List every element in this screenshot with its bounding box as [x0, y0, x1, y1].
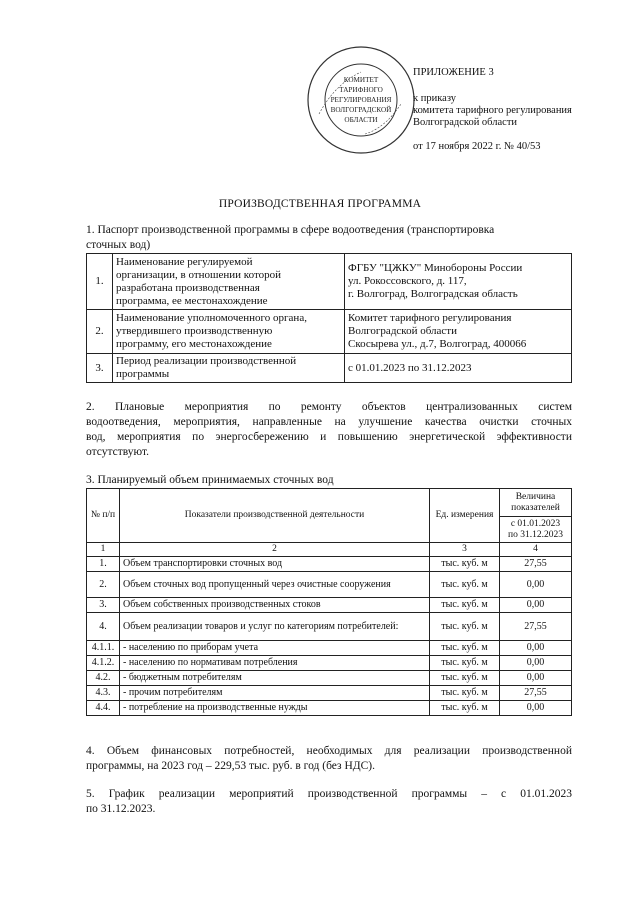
passport-label — [113, 354, 345, 383]
section-2-line: водоотведения, мероприятия, направленные на улучшение качества очистки сточных — [86, 416, 572, 428]
row-unit: тыс. куб. м — [430, 686, 500, 701]
table-col-numbers-row — [87, 543, 572, 557]
annex-line: к приказу — [413, 93, 456, 104]
row-value: 0,00 — [500, 701, 572, 716]
table-row — [87, 671, 572, 686]
label-line: программу, его местонахождение — [116, 338, 272, 350]
section-4-line: программы, на 2023 год – 229,53 тыс. руб. в год (без НДС). — [86, 760, 375, 772]
page-title: ПРОИЗВОДСТВЕННАЯ ПРОГРАММА — [218, 198, 422, 210]
label-line: разработана производственная — [116, 281, 260, 294]
header-value: Величина показателей — [500, 489, 572, 517]
value-line: ФГБУ "ЦЖКУ" Минобороны России — [348, 262, 523, 274]
table-row — [87, 598, 572, 613]
passport-label — [113, 254, 345, 310]
label-line: программы — [116, 368, 170, 380]
period-line: по 31.12.2023 — [508, 529, 563, 540]
row-value: 0,00 — [500, 671, 572, 686]
section-5-line: 5. График реализации мероприятий производственной программы – с 01.01.2023 — [86, 788, 572, 800]
annex-date: от 17 ноября 2022 г. № 40/53 — [413, 141, 541, 152]
section-4 — [86, 744, 572, 774]
row-value: 0,00 — [500, 598, 572, 613]
col-number: 1 — [87, 543, 120, 557]
header-indicator: Показатели производственной деятельности — [120, 489, 430, 543]
value-line: ул. Рокоссовского, д. 117, — [348, 275, 467, 287]
seal-line: ТАРИФНОГО — [339, 86, 383, 94]
value-line: Скосырева ул., д.7, Волгоград, 400066 — [348, 338, 527, 350]
passport-value — [345, 310, 572, 354]
section-3-heading: 3. Планируемый объем принимаемых сточных вод — [86, 474, 334, 486]
row-number: 4.4. — [87, 701, 120, 716]
row-indicator: - бюджетным потребителям — [120, 671, 430, 686]
row-indicator: - прочим потребителям — [120, 686, 430, 701]
seal-line: КОМИТЕТ — [343, 76, 379, 84]
row-value: 0,00 — [500, 572, 572, 598]
value-line: Комитет тарифного регулирования — [348, 312, 512, 324]
section-2 — [86, 400, 572, 460]
passport-value — [345, 354, 572, 383]
table-row — [87, 656, 572, 671]
table-row — [87, 310, 572, 354]
table-row — [87, 254, 572, 310]
passport-value — [345, 254, 572, 310]
header-period — [500, 517, 572, 543]
section-2-line: отсутствуют. — [86, 446, 150, 458]
row-number: 2. — [87, 572, 120, 598]
table-row — [87, 701, 572, 716]
label-line: утвердившего производственную — [116, 325, 273, 337]
section-1-line: сточных вод) — [86, 239, 151, 251]
col-number: 4 — [500, 543, 572, 557]
seal-line: ВОЛГОГРАДСКОЙ — [330, 106, 392, 114]
section-4-line: 4. Объем финансовых потребностей, необходимых для реализации производственной — [86, 745, 572, 757]
section-2-line: 2. Плановые мероприятия по ремонту объектов централизованных систем — [86, 401, 572, 413]
row-unit: тыс. куб. м — [430, 641, 500, 656]
passport-table — [86, 253, 572, 383]
row-value: 0,00 — [500, 656, 572, 671]
seal-line: РЕГУЛИРОВАНИЯ — [330, 96, 392, 104]
row-unit: тыс. куб. м — [430, 572, 500, 598]
label-line: организации, в отношении которой — [116, 268, 281, 281]
annex-title: ПРИЛОЖЕНИЕ 3 — [413, 67, 494, 78]
section-5 — [86, 787, 572, 817]
section-2-line: вод, мероприятия по энергосбережению и повышению энергетической эффективности — [86, 431, 572, 443]
row-indicator: - потребление на производственные нужды — [120, 701, 430, 716]
table-row — [87, 572, 572, 598]
annex-line: Волгоградской области — [413, 117, 518, 128]
period-line: с 01.01.2023 — [510, 518, 561, 529]
row-number: 4. — [87, 613, 120, 641]
header-num: № п/п — [87, 489, 120, 543]
table-row — [87, 613, 572, 641]
section-5-line: по 31.12.2023. — [86, 803, 156, 815]
table-row — [87, 557, 572, 572]
volume-table — [86, 488, 572, 716]
value-line: г. Волгоград, Волгоградская область — [348, 288, 518, 300]
row-indicator: Объем реализации товаров и услуг по категориям потребителей: — [120, 613, 430, 641]
annex-line: комитета тарифного регулирования — [413, 105, 572, 116]
header-unit: Ед. измерения — [430, 489, 500, 543]
row-number: 4.1.1. — [87, 641, 120, 656]
value-line: Волгоградской области — [348, 325, 457, 337]
row-indicator: - населению по нормативам потребления — [120, 656, 430, 671]
row-value: 0,00 — [500, 641, 572, 656]
row-unit: тыс. куб. м — [430, 613, 500, 641]
row-number: 3. — [87, 598, 120, 613]
row-value: 27,55 — [500, 557, 572, 572]
row-unit: тыс. куб. м — [430, 557, 500, 572]
row-unit: тыс. куб. м — [430, 671, 500, 686]
row-number: 4.1.2. — [87, 656, 120, 671]
section-1-line: 1. Паспорт производственной программы в сфере водоотведения (транспортировка — [86, 224, 495, 236]
table-header-row — [87, 489, 572, 517]
col-number: 3 — [430, 543, 500, 557]
passport-label — [113, 310, 345, 354]
label-line: Период реализации производственной — [116, 355, 297, 367]
row-unit: тыс. куб. м — [430, 656, 500, 671]
row-indicator: Объем транспортировки сточных вод — [120, 557, 430, 572]
section-1 — [86, 223, 572, 253]
row-number: 3. — [87, 354, 113, 383]
row-indicator: Объем сточных вод пропущенный через очистные сооружения — [120, 572, 430, 598]
table-row — [87, 354, 572, 383]
label-line: Наименование уполномоченного органа, — [116, 312, 307, 324]
table-row — [87, 686, 572, 701]
row-number: 4.3. — [87, 686, 120, 701]
row-number: 2. — [87, 310, 113, 354]
row-value: 27,55 — [500, 613, 572, 641]
row-number: 1. — [87, 254, 113, 310]
col-number: 2 — [120, 543, 430, 557]
row-unit: тыс. куб. м — [430, 598, 500, 613]
row-number: 1. — [87, 557, 120, 572]
label-line: программа, ее местонахождение — [116, 294, 268, 307]
row-indicator: - населению по приборам учета — [120, 641, 430, 656]
value-line: с 01.01.2023 по 31.12.2023 — [348, 361, 472, 374]
table-row — [87, 641, 572, 656]
row-number: 4.2. — [87, 671, 120, 686]
seal-line: ОБЛАСТИ — [344, 116, 378, 124]
row-value: 27,55 — [500, 686, 572, 701]
official-seal — [305, 44, 417, 156]
label-line: Наименование регулируемой — [116, 255, 253, 268]
row-indicator: Объем собственных производственных стоков — [120, 598, 430, 613]
row-unit: тыс. куб. м — [430, 701, 500, 716]
